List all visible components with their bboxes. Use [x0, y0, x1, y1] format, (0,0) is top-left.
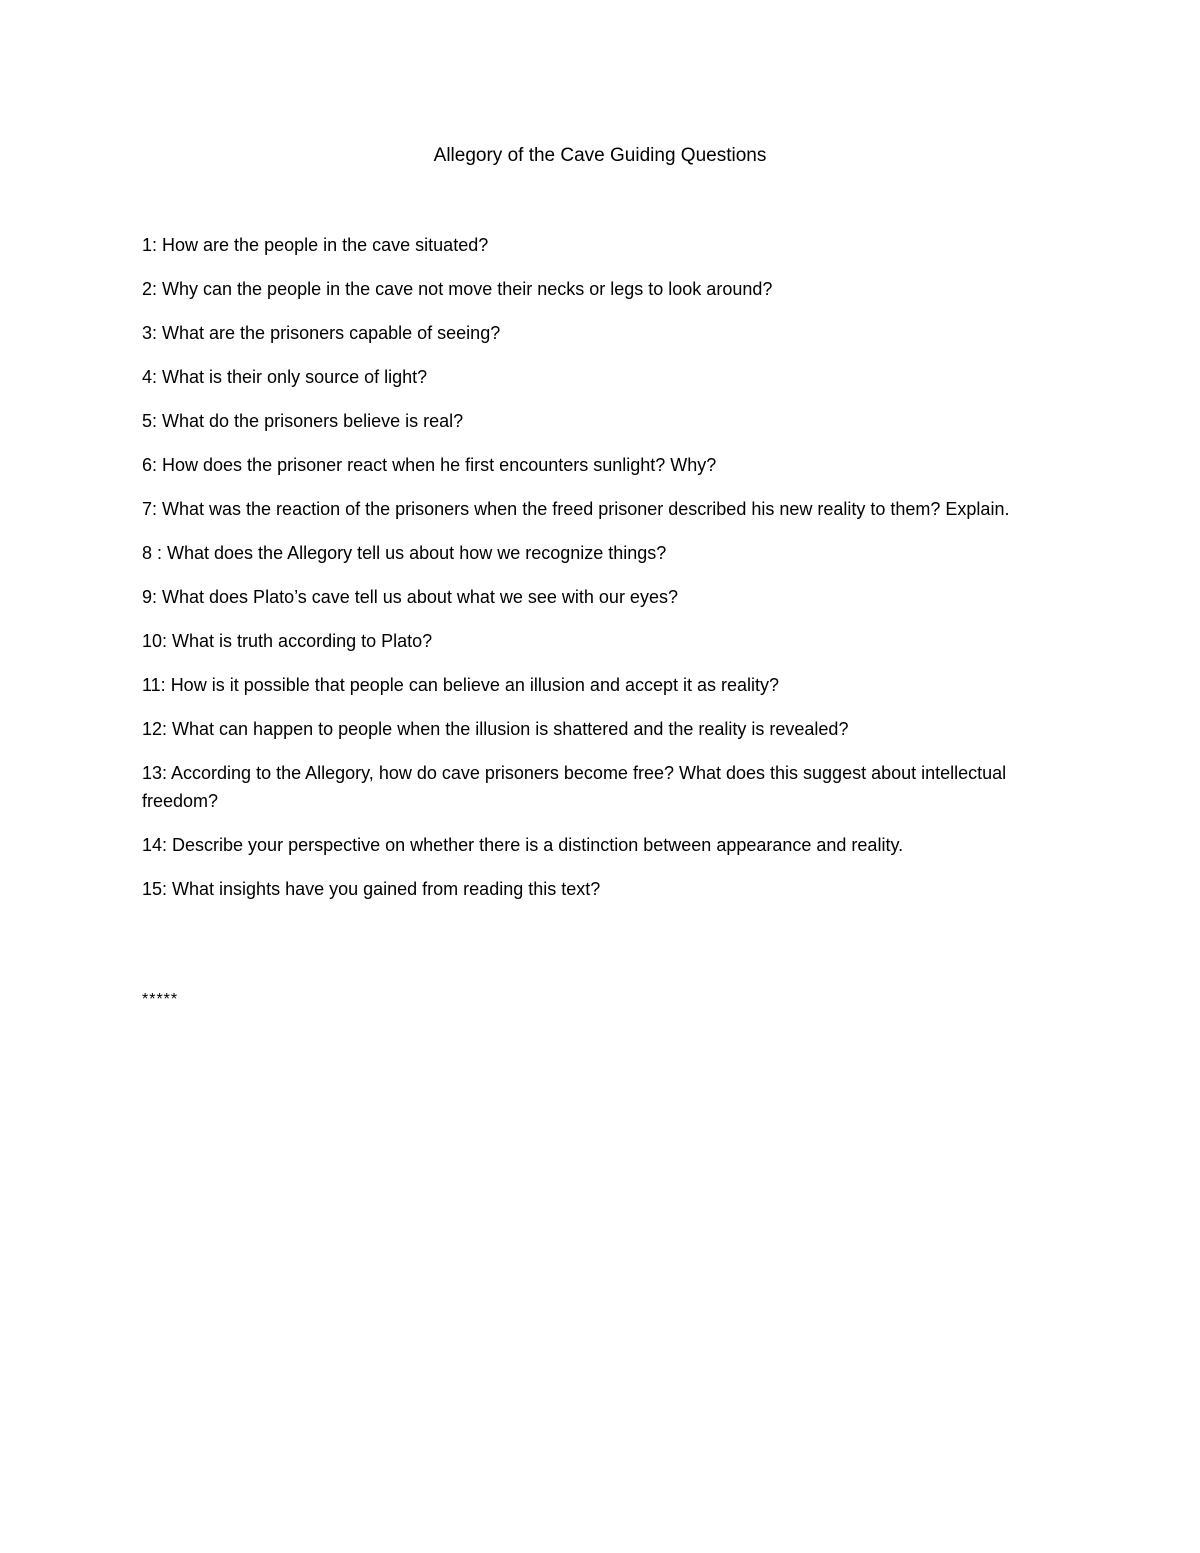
- end-mark: *****: [142, 991, 179, 1008]
- question-list: [142, 231, 1042, 919]
- question-item: 4: What is their only source of light?: [142, 367, 428, 387]
- question-item: 9: What does Plato’s cave tell us about what we see with our eyes?: [142, 587, 678, 607]
- question-item: 6: How does the prisoner react when he first encounters sunlight? Why?: [142, 455, 717, 475]
- question-item: 8 : What does the Allegory tell us about how we recognize things?: [142, 543, 667, 563]
- document-title: Allegory of the Cave Guiding Questions: [433, 145, 767, 166]
- question-item: 2: Why can the people in the cave not move their necks or legs to look around?: [142, 279, 773, 299]
- question-item: 7: What was the reaction of the prisoners when the freed prisoner described his new reality to them? Explain.: [142, 499, 1010, 519]
- question-item: 3: What are the prisoners capable of seeing?: [142, 323, 501, 343]
- question-item: 14: Describe your perspective on whether there is a distinction between appearance and reality.: [142, 835, 904, 855]
- question-item: 13: According to the Allegory, how do cave prisoners become free? What does this suggest about intellectual freedom?: [142, 763, 1007, 811]
- question-item: 11: How is it possible that people can believe an illusion and accept it as reality?: [142, 675, 780, 695]
- question-item: 12: What can happen to people when the illusion is shattered and the reality is revealed?: [142, 719, 849, 739]
- question-item: 10: What is truth according to Plato?: [142, 631, 433, 651]
- question-item: 5: What do the prisoners believe is real?: [142, 411, 464, 431]
- question-item: 15: What insights have you gained from reading this text?: [142, 879, 601, 899]
- question-item: 1: How are the people in the cave situated?: [142, 235, 489, 255]
